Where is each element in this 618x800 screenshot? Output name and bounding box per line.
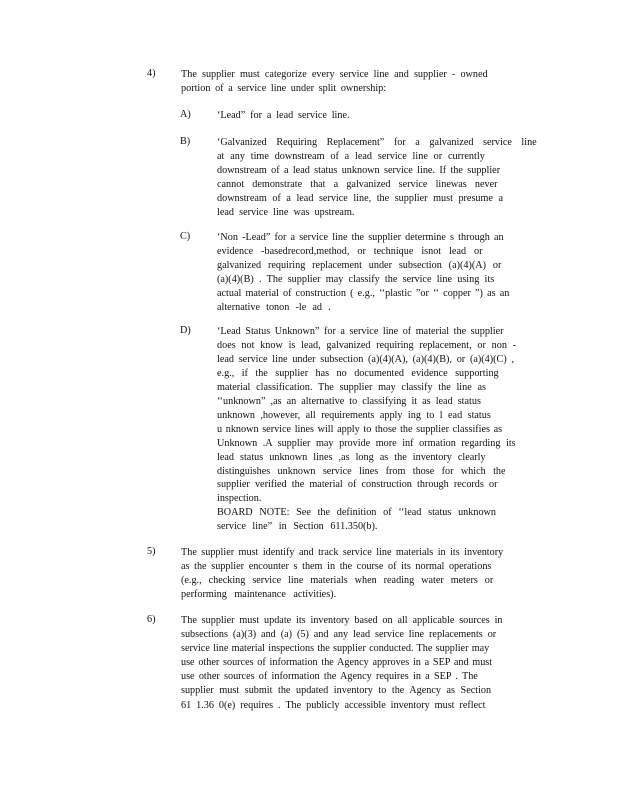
text-line: does not know is lead, galvanized requiring replacement, or non - bbox=[217, 339, 517, 351]
text-line: lead status unknown lines ,as long as the inventory clearly bbox=[217, 451, 486, 463]
subitem-text bbox=[217, 109, 537, 123]
text-line: The supplier must identify and track service line materials in its inventory bbox=[181, 547, 504, 558]
text-line: distinguishes unknown service lines from those for which the bbox=[217, 465, 506, 477]
item-text bbox=[181, 546, 537, 602]
item-number: 4) bbox=[147, 68, 156, 79]
text-line: ‘Galvanized Requiring Replacement” for a galvanized service line bbox=[217, 137, 537, 148]
text-line: cannot demonstrate that a galvanized service linewas never bbox=[217, 178, 498, 190]
text-line: as the supplier encounter s them in the course of its normal operations bbox=[181, 561, 492, 573]
text-line: Unknown .A supplier may provide more inf ormation regarding its bbox=[217, 437, 516, 449]
text-line: ‘Lead” for a lead service line. bbox=[217, 110, 350, 121]
subitem-letter: C) bbox=[180, 231, 191, 242]
subitem-letter: A) bbox=[180, 109, 191, 120]
text-line: The supplier must categorize every service line and supplier - owned bbox=[181, 69, 488, 80]
text-line: unknown ,however, all requirements apply ing to l ead status bbox=[217, 409, 491, 421]
item-number: 6) bbox=[147, 614, 156, 625]
text-line: use other sources of information the Agency approves in a SEP and must bbox=[181, 657, 493, 669]
subitem-text bbox=[217, 136, 537, 220]
text-line: inspection. bbox=[217, 493, 262, 505]
text-line: portion of a service line under split ownership: bbox=[181, 83, 387, 95]
text-line: evidence -basedrecord,method, or technique isnot lead or bbox=[217, 245, 483, 257]
text-line: e.g., if the supplier has no documented evidence supporting bbox=[217, 367, 499, 379]
text-line: ‘Lead Status Unknown” for a service line of material the supplier bbox=[217, 326, 504, 337]
text-line: at any time downstream of a lead service line or currently bbox=[217, 150, 485, 162]
text-line: (a)(4)(B) . The supplier may classify the service line using its bbox=[217, 273, 495, 285]
text-line: actual material of construction ( e.g., ‘‘plastic ”or ‘‘ copper ”) as an bbox=[217, 287, 510, 299]
subitem-letter: B) bbox=[180, 136, 191, 147]
item-number: 5) bbox=[147, 546, 156, 557]
text-line: ‘‘unknown” ,as an alternative to classifying it as lead status bbox=[217, 395, 481, 407]
text-line: ‘Non -Lead” for a service line the supplier determine s through an bbox=[217, 232, 504, 243]
text-line: lead service line under subsection (a)(4)(A), (a)(4)(B), or (a)(4)(C) , bbox=[217, 353, 515, 365]
text-line: performing maintenance activities). bbox=[181, 589, 337, 601]
text-line: service line material inspections the supplier conducted. The supplier may bbox=[181, 643, 490, 655]
item-text bbox=[181, 614, 537, 713]
text-line: galvanized requiring replacement under subsection (a)(4)(A) or bbox=[217, 259, 502, 271]
text-line: lead service line was upstream. bbox=[217, 206, 355, 218]
board-note: BOARD NOTE: See the definition of ‘‘lead status unknown bbox=[217, 507, 496, 519]
subitem-text bbox=[217, 325, 537, 534]
text-line: u nknown service lines will apply to those the supplier classifies as bbox=[217, 423, 503, 435]
text-line: subsections (a)(3) and (a) (5) and any lead service line replacements or bbox=[181, 629, 497, 641]
subitem-letter: D) bbox=[180, 325, 191, 336]
text-line: downstream of a lead service line, the supplier must presume a bbox=[217, 192, 504, 204]
board-note: service line” in Section 611.350(b). bbox=[217, 521, 378, 533]
subitem-text bbox=[217, 231, 537, 315]
text-line: use other sources of information the Agency requires in a SEP . The bbox=[181, 671, 478, 683]
text-line: supplier verified the material of construction through records or bbox=[217, 479, 498, 491]
text-line: supplier must submit the updated inventory to the Agency as Section bbox=[181, 685, 492, 697]
text-line: The supplier must update its inventory based on all applicable sources in bbox=[181, 615, 503, 626]
text-line: alternative tonon -le ad . bbox=[217, 301, 331, 313]
text-line: material classification. The supplier may classify the line as bbox=[217, 381, 486, 393]
item-text bbox=[181, 68, 537, 96]
text-line: 61 1.36 0(e) requires . The publicly accessible inventory must reflect bbox=[181, 699, 486, 711]
text-line: (e.g., checking service line materials when reading water meters or bbox=[181, 575, 494, 587]
text-line: downstream of a lead status unknown service line. If the supplier bbox=[217, 164, 501, 176]
